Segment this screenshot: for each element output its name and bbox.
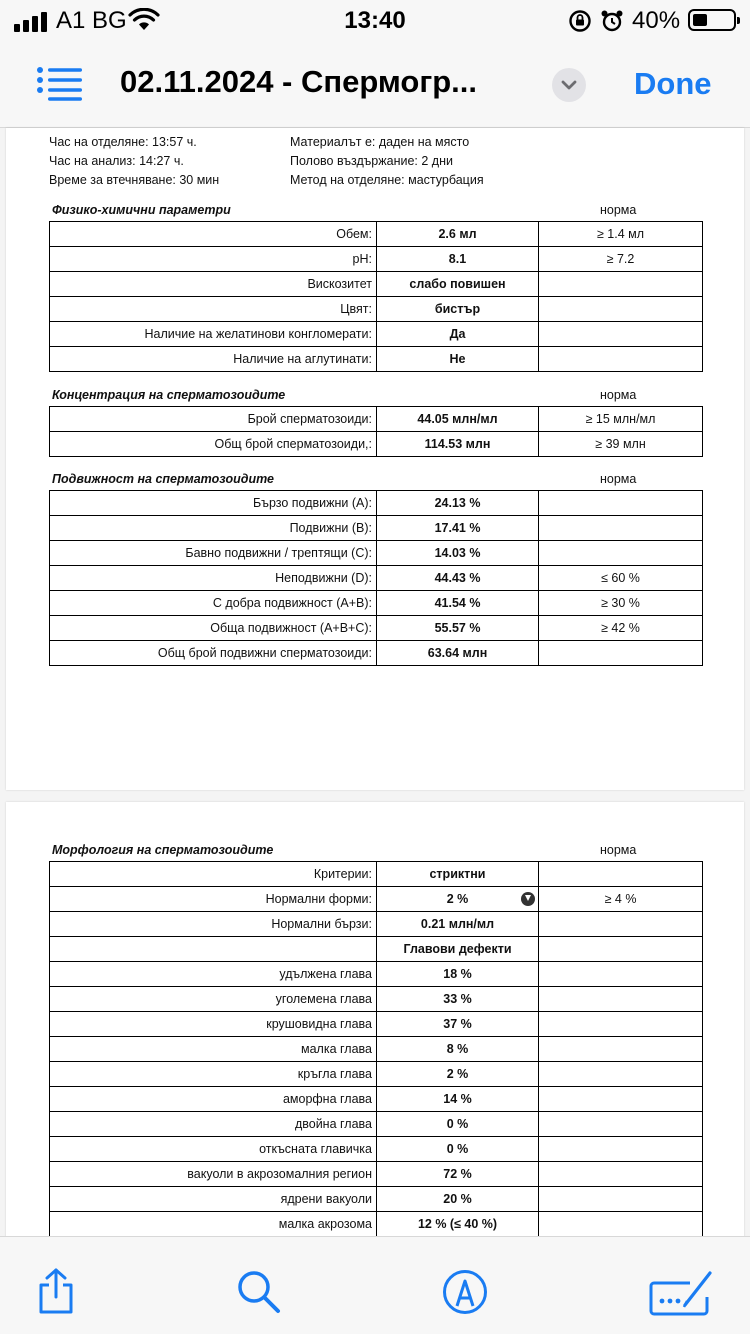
row-norm [539, 1162, 703, 1187]
row-value [377, 641, 539, 666]
row-norm-text: ≥ 39 млн [595, 437, 646, 451]
info-abstinence: Полово въздържание: 2 дни [290, 154, 453, 168]
table-row [50, 1212, 703, 1237]
row-norm [539, 222, 703, 247]
section-title-concentration: Концентрация на сперматозоидите [52, 388, 286, 402]
row-norm [539, 591, 703, 616]
row-norm [539, 887, 703, 912]
row-label-text: крушовидна глава [266, 1017, 372, 1031]
row-label [50, 1187, 377, 1212]
status-icons [568, 9, 624, 33]
row-value-text: стриктни [429, 867, 486, 881]
row-value [377, 566, 539, 591]
row-label-text: Цвят: [340, 302, 372, 316]
row-value-text: 0 % [446, 1142, 469, 1156]
row-label-text: Подвижни (В): [289, 521, 372, 535]
row-value-text: 14 % [443, 1092, 472, 1106]
row-norm [539, 1187, 703, 1212]
row-label [50, 247, 377, 272]
table-row [50, 347, 703, 372]
row-label-text: Обща подвижност (А+В+С): [210, 621, 372, 635]
row-label-text: Наличие на желатинови конгломерати: [144, 327, 372, 341]
chevron-down-icon [552, 68, 586, 102]
section-title-motility: Подвижност на сперматозоидите [52, 472, 274, 486]
row-label-text: Бързо подвижни (А): [252, 496, 372, 510]
search-icon[interactable] [236, 1269, 282, 1315]
row-norm [539, 1012, 703, 1037]
row-norm [539, 1112, 703, 1137]
row-value [377, 1037, 539, 1062]
row-norm [539, 1212, 703, 1237]
table-row [50, 1187, 703, 1212]
row-norm [539, 297, 703, 322]
row-value [377, 491, 539, 516]
table-row [50, 322, 703, 347]
row-norm [539, 937, 703, 962]
table-row [50, 247, 703, 272]
row-value-text: 44.05 млн/мл [417, 412, 498, 426]
table-row [50, 516, 703, 541]
table-row [50, 962, 703, 987]
row-label-text: Брой сперматозоиди: [247, 412, 372, 426]
row-norm [539, 541, 703, 566]
row-value-text: Да [449, 327, 466, 341]
row-label-text: Нормални форми: [265, 892, 372, 906]
row-norm [539, 432, 703, 457]
row-norm-text: ≥ 15 млн/мл [585, 412, 656, 426]
row-norm [539, 1037, 703, 1062]
table-row [50, 297, 703, 322]
row-value [377, 247, 539, 272]
row-norm [539, 1137, 703, 1162]
document-page-2 [6, 802, 744, 1242]
row-norm [539, 272, 703, 297]
row-value-text: 0.21 млн/мл [420, 917, 495, 931]
row-label [50, 566, 377, 591]
title-menu-button[interactable] [552, 68, 586, 102]
row-label [50, 862, 377, 887]
row-label [50, 222, 377, 247]
row-value [377, 1137, 539, 1162]
norm-header: норма [600, 203, 637, 217]
info-liquefaction-time: Време за втечняване: 30 мин [49, 173, 220, 187]
row-label-text: двойна глава [294, 1117, 372, 1131]
row-label-text: С добра подвижност (А+В): [212, 596, 372, 610]
row-value-text: слабо повишен [409, 277, 506, 291]
row-label-text: удължена глава [279, 967, 372, 981]
row-norm [539, 1062, 703, 1087]
row-label [50, 641, 377, 666]
row-label-text: малка акрозома [278, 1217, 372, 1231]
row-value-text: 18 % [443, 967, 472, 981]
row-norm [539, 491, 703, 516]
row-label [50, 1037, 377, 1062]
row-value-text: 41.54 % [434, 596, 481, 610]
row-label-text: ядрени вакуоли [280, 1192, 372, 1206]
row-value-text: 8 % [446, 1042, 469, 1056]
row-value-text: 37 % [443, 1017, 472, 1031]
row-label [50, 1112, 377, 1137]
row-value [377, 937, 539, 962]
table-row [50, 937, 703, 962]
row-value [377, 1012, 539, 1037]
row-value [377, 272, 539, 297]
row-value-text: бистър [434, 302, 481, 316]
row-norm [539, 912, 703, 937]
row-label-text: откъсната главичка [259, 1142, 372, 1156]
row-label-text: малка глава [301, 1042, 372, 1056]
navigation-bar [0, 44, 750, 128]
table-row [50, 1087, 703, 1112]
table-row [50, 887, 703, 912]
row-norm [539, 347, 703, 372]
row-value-text: Главови дефекти [403, 942, 512, 956]
table-row [50, 591, 703, 616]
info-analysis-time: Час на анализ: 14:27 ч. [49, 154, 184, 168]
row-value-text: 20 % [443, 1192, 472, 1206]
row-label-text: Бавно подвижни / трептящи (С): [185, 546, 372, 560]
row-norm [539, 1087, 703, 1112]
row-label [50, 1212, 377, 1237]
norm-header: норма [600, 472, 637, 486]
table-row [50, 491, 703, 516]
row-label-text: Неподвижни (D): [275, 571, 372, 585]
row-label [50, 937, 377, 962]
row-value [377, 432, 539, 457]
row-norm [539, 987, 703, 1012]
row-norm [539, 407, 703, 432]
info-material: Материалът е: даден на място [290, 135, 470, 149]
down-arrow-icon [521, 892, 535, 906]
row-value-text: 114.53 млн [424, 437, 491, 451]
row-norm-text: ≤ 60 % [601, 571, 640, 585]
row-value [377, 1062, 539, 1087]
row-label [50, 432, 377, 457]
row-value [377, 1212, 539, 1237]
row-norm [539, 516, 703, 541]
row-label-text: уголемена глава [275, 992, 372, 1006]
battery-percent: 40% [632, 7, 681, 34]
row-value [377, 1112, 539, 1137]
table-row [50, 641, 703, 666]
table-motility [49, 490, 703, 666]
row-label [50, 347, 377, 372]
row-value [377, 912, 539, 937]
section-title-morphology: Морфология на сперматозоидите [52, 843, 274, 857]
row-norm-text: ≥ 42 % [601, 621, 640, 635]
norm-header: норма [600, 843, 637, 857]
row-label [50, 272, 377, 297]
battery-icon [688, 9, 736, 31]
row-label [50, 616, 377, 641]
row-value [377, 987, 539, 1012]
row-label [50, 987, 377, 1012]
row-value-text: 0 % [446, 1117, 469, 1131]
row-value [377, 616, 539, 641]
row-value [377, 962, 539, 987]
row-value [377, 1187, 539, 1212]
row-value [377, 887, 539, 912]
row-value-text: 2.6 мл [438, 227, 477, 241]
row-label [50, 516, 377, 541]
row-label [50, 541, 377, 566]
table-row [50, 1137, 703, 1162]
row-value-text: 12 % (≤ 40 %) [417, 1217, 498, 1231]
row-value-text: 55.57 % [434, 621, 481, 635]
norm-header: норма [600, 388, 637, 402]
share-icon[interactable] [36, 1267, 76, 1315]
table-row [50, 1062, 703, 1087]
row-label-text: Нормални бързи: [271, 917, 372, 931]
row-norm-text: ≥ 1.4 мл [596, 227, 645, 241]
table-morphology [49, 861, 703, 1237]
row-label [50, 1012, 377, 1037]
status-time: 13:40 [344, 7, 406, 34]
row-value-text: 8.1 [448, 252, 467, 266]
row-value [377, 591, 539, 616]
row-value-text: 17.41 % [434, 521, 481, 535]
table-concentration [49, 406, 703, 457]
row-label-text: Общ брой сперматозоиди,: [214, 437, 372, 451]
table-row [50, 1162, 703, 1187]
row-label-text: кръгла глава [297, 1067, 372, 1081]
row-value [377, 322, 539, 347]
row-label [50, 962, 377, 987]
row-label [50, 491, 377, 516]
orientation-lock-icon [568, 9, 592, 33]
row-norm [539, 616, 703, 641]
row-norm [539, 322, 703, 347]
row-value-text: 14.03 % [434, 546, 481, 560]
document-title: 02.11.2024 - Спермогр... [120, 64, 478, 99]
row-label-text: Общ брой подвижни сперматозоиди: [157, 646, 372, 660]
status-bar [0, 0, 750, 44]
row-value [377, 222, 539, 247]
fill-sign-icon[interactable] [648, 1267, 716, 1317]
info-collection-time: Час на отделяне: 13:57 ч. [49, 135, 197, 149]
markup-icon[interactable] [442, 1269, 488, 1315]
row-value-text: 2 % [446, 1067, 469, 1081]
table-row [50, 987, 703, 1012]
row-label-text: аморфна глава [282, 1092, 372, 1106]
row-norm [539, 962, 703, 987]
row-value [377, 541, 539, 566]
row-norm [539, 641, 703, 666]
table-row [50, 541, 703, 566]
row-value [377, 1162, 539, 1187]
row-value [377, 516, 539, 541]
row-label [50, 1062, 377, 1087]
alarm-icon [600, 9, 624, 33]
row-label [50, 912, 377, 937]
row-value-text: 24.13 % [434, 496, 481, 510]
row-label-text: Критерии: [313, 867, 372, 881]
row-value-text: Не [449, 352, 466, 366]
table-row [50, 272, 703, 297]
row-label-text: Вискозитет [307, 277, 372, 291]
done-button[interactable]: Done [634, 66, 712, 101]
row-label [50, 1137, 377, 1162]
table-row [50, 862, 703, 887]
row-norm-text: ≥ 4 % [604, 892, 637, 906]
section-title-physchem: Физико-химични параметри [52, 203, 231, 217]
table-physchem [49, 221, 703, 372]
row-value [377, 1087, 539, 1112]
row-label-text: Обем: [336, 227, 372, 241]
table-row [50, 566, 703, 591]
info-collection-method: Метод на отделяне: мастурбация [290, 173, 484, 187]
list-icon[interactable] [36, 66, 82, 102]
row-norm [539, 862, 703, 887]
row-value [377, 347, 539, 372]
row-label-text: pH: [352, 252, 372, 266]
table-row [50, 1112, 703, 1137]
row-norm [539, 566, 703, 591]
row-value-text: 63.64 млн [427, 646, 488, 660]
table-row [50, 432, 703, 457]
document-page-1 [6, 128, 744, 790]
row-value-text: 2 % [446, 892, 469, 906]
row-value [377, 407, 539, 432]
table-row [50, 222, 703, 247]
bottom-toolbar [0, 1236, 750, 1334]
row-value [377, 862, 539, 887]
row-label [50, 322, 377, 347]
table-row [50, 1012, 703, 1037]
row-norm-text: ≥ 7.2 [606, 252, 635, 266]
row-norm [539, 247, 703, 272]
row-value [377, 297, 539, 322]
row-label-text: вакуоли в акрозомалния регион [187, 1167, 372, 1181]
table-row [50, 912, 703, 937]
row-label [50, 297, 377, 322]
row-label [50, 887, 377, 912]
table-row [50, 1037, 703, 1062]
row-label [50, 407, 377, 432]
row-value-text: 33 % [443, 992, 472, 1006]
row-norm-text: ≥ 30 % [601, 596, 640, 610]
table-row [50, 407, 703, 432]
row-value-text: 72 % [443, 1167, 472, 1181]
row-label [50, 1162, 377, 1187]
row-label-text: Наличие на аглутинати: [233, 352, 372, 366]
table-row [50, 616, 703, 641]
row-label [50, 591, 377, 616]
row-label [50, 1087, 377, 1112]
carrier-label: A1 BG [56, 7, 127, 34]
row-value-text: 44.43 % [434, 571, 481, 585]
